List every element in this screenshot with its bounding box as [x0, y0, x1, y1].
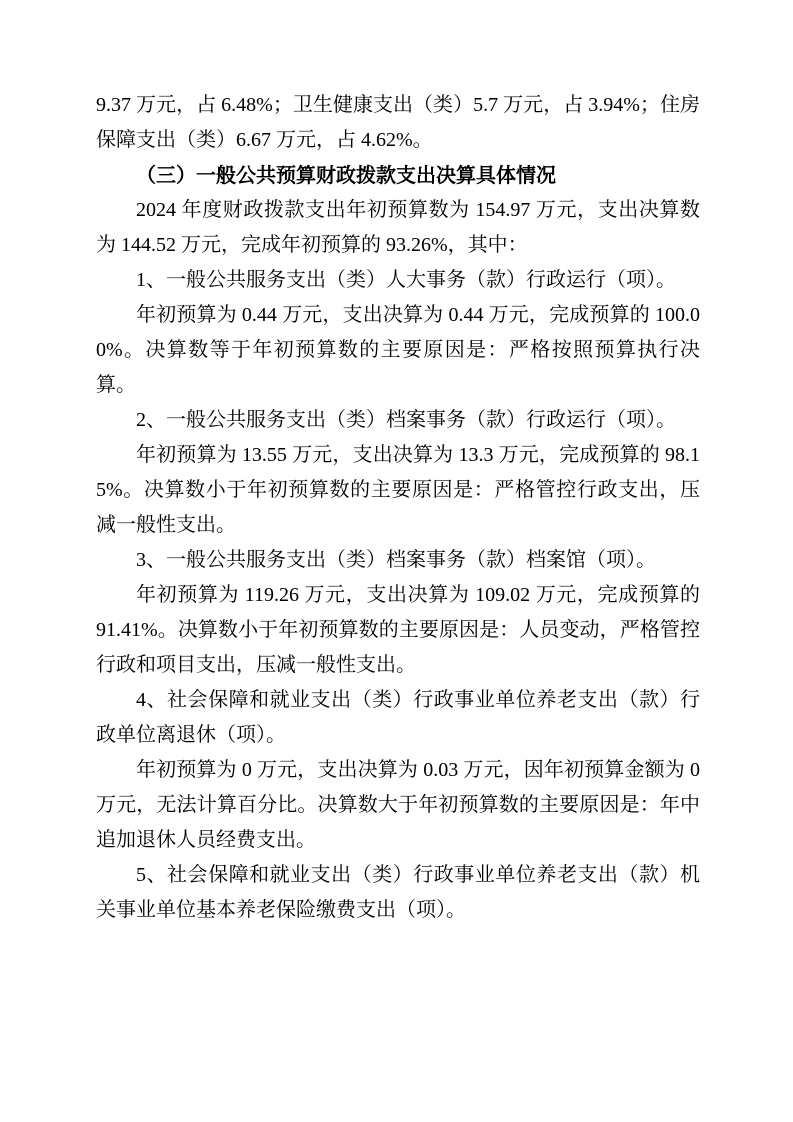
paragraph-2024-budget-overview: 2024 年度财政拨款支出年初预算数为 154.97 万元，支出决算数为 144.52 万元，完成年初预算的 93.26%，其中： — [96, 199, 700, 256]
paragraph-item-4-title: 4、社会保障和就业支出（类）行政事业单位养老支出（款）行政单位离退休（项）。 — [96, 689, 700, 746]
paragraph-item-5-title: 5、社会保障和就业支出（类）行政事业单位养老支出（款）机关事业单位基本养老保险缴费支出（项）。 — [96, 864, 700, 921]
paragraph-item-4-detail: 年初预算为 0 万元，支出决算为 0.03 万元，因年初预算金额为 0 万元，无法计算百分比。决算数大于年初预算数的主要原因是：年中追加退休人员经费支出。 — [96, 759, 700, 851]
paragraph-item-1-title: 1、一般公共服务支出（类）人大事务（款）行政运行（项）。 — [136, 269, 676, 291]
paragraph-continuation-expenditure-shares: 9.37 万元，占 6.48%；卫生健康支出（类）5.7 万元，占 3.94%；住房保障支出（类）6.67 万元，占 4.62%。 — [96, 94, 700, 151]
paragraph-item-2-detail: 年初预算为 13.55 万元，支出决算为 13.3 万元，完成预算的 98.15%。决算数小于年初预算数的主要原因是：严格管控行政支出，压减一般性支出。 — [96, 444, 700, 536]
paragraph-item-3-title: 3、一般公共服务支出（类）档案事务（款）档案馆（项）。 — [136, 549, 656, 571]
paragraph-item-3-detail: 年初预算为 119.26 万元，支出决算为 109.02 万元，完成预算的 91.41%。决算数小于年初预算数的主要原因是：人员变动，严格管控行政和项目支出，压减一般性支出。 — [96, 584, 700, 676]
document-text-block — [96, 88, 700, 928]
paragraph-item-1-detail: 年初预算为 0.44 万元，支出决算为 0.44 万元，完成预算的 100.00%。决算数等于年初预算数的主要原因是：严格按照预算执行决算。 — [96, 304, 700, 396]
paragraph-item-2-title: 2、一般公共服务支出（类）档案事务（款）行政运行（项）。 — [136, 409, 676, 431]
section-heading: （三）一般公共预算财政拨款支出决算具体情况 — [136, 163, 556, 187]
